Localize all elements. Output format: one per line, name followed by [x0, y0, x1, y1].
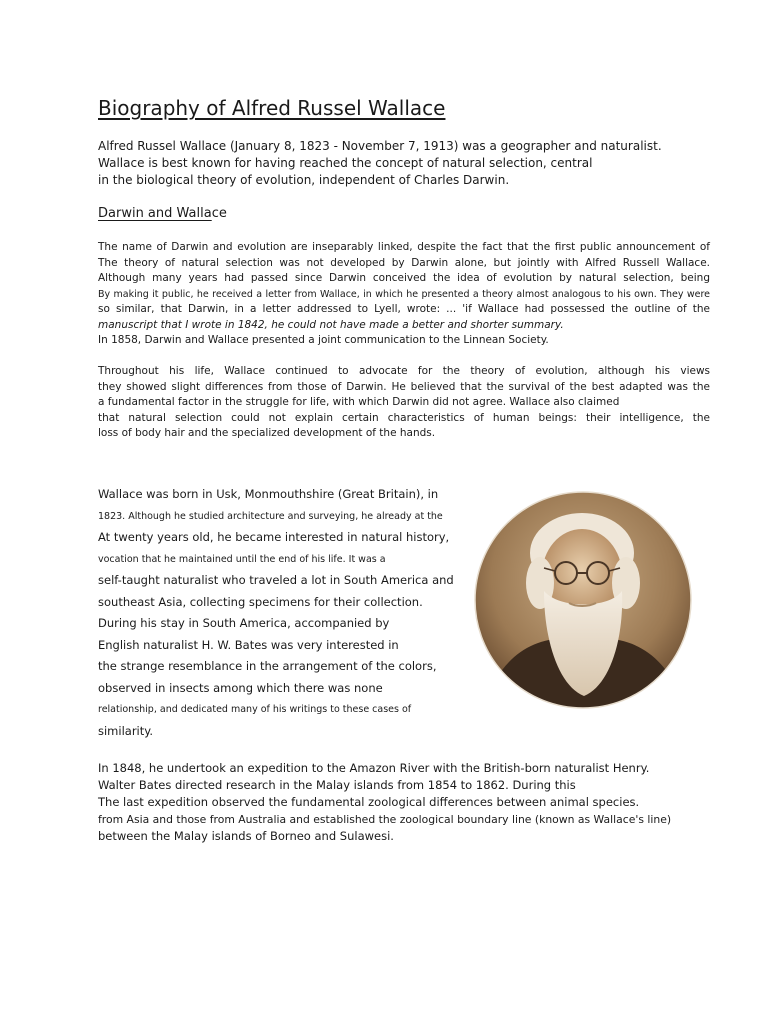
paragraph-line: southeast Asia, collecting specimens for their collection. [98, 594, 423, 609]
paragraph-line: so similar, that Darwin, in a letter addressed to Lyell, wrote: ... 'if Wallace had possessed the outline of the [98, 303, 710, 315]
expedition-paragraph [98, 760, 698, 845]
paragraph-line: The last expedition observed the fundamental zoological differences between animal species. [98, 795, 640, 809]
section-heading-underlined: Darwin and Walla [98, 206, 212, 221]
paragraph-line: similarity. [98, 723, 154, 738]
intro-paragraph [98, 138, 698, 189]
quote-line: manuscript that I wrote in 1842, he could not have made a better and shorter summary. [98, 318, 564, 331]
intro-line: Alfred Russel Wallace (January 8, 1823 - November 7, 1913) was a geographer and naturalist. [98, 139, 662, 153]
paragraph-line: Throughout his life, Wallace continued to advocate for the theory of evolution, although his views [98, 365, 710, 377]
intro-line: Wallace is best known for having reached the concept of natural selection, central [98, 156, 593, 170]
paragraph-line: At twenty years old, he became interested in natural history, [98, 530, 450, 544]
paragraph-line: Although many years had passed since Darwin conceived the idea of evolution by natural selection, being [98, 272, 710, 284]
paragraph-line: The theory of natural selection was not developed by Darwin alone, but jointly with Alfred Russell Wallace. [98, 256, 710, 269]
paragraph-line: from Asia and those from Australia and established the zoological boundary line (known as Wallace's line) [98, 813, 672, 826]
page-title: Biography of Alfred Russel Wallace [98, 96, 446, 120]
wallace-portrait-photo [474, 491, 692, 709]
paragraph-line: that natural selection could not explain certain characteristics of human beings: their intelligence, the [98, 411, 710, 424]
paragraph-line: self-taught naturalist who traveled a lot in South America and [98, 573, 454, 587]
paragraph-line: The name of Darwin and evolution are inseparably linked, despite the fact that the first public announcement of [98, 241, 710, 253]
paragraph-line: During his stay in South America, accompanied by [98, 616, 390, 630]
paragraph-line: a fundamental factor in the struggle for life, with which Darwin did not agree. Wallace also claimed [98, 396, 620, 408]
paragraph-line: the strange resemblance in the arrangement of the colors, [98, 659, 437, 673]
paragraph-line: By making it public, he received a letter from Wallace, in which he presented a theory almost analogous to his own. They were [98, 288, 710, 300]
paragraph-line: they showed slight differences from those of Darwin. He believed that the survival of the best adapted was the [98, 380, 710, 393]
paragraph-line: English naturalist H. W. Bates was very interested in [98, 637, 399, 652]
paragraph-line: vocation that he maintained until the end of his life. It was a [98, 553, 386, 565]
paragraph-line: relationship, and dedicated many of his writings to these cases of [98, 704, 412, 715]
birth-paragraph [98, 484, 468, 742]
paragraph-line: loss of body hair and the specialized development of the hands. [98, 427, 436, 439]
paragraph-line: between the Malay islands of Borneo and Sulawesi. [98, 829, 394, 843]
intro-line: in the biological theory of evolution, independent of Charles Darwin. [98, 173, 510, 187]
section-heading-darwin-and-wallace [98, 206, 227, 221]
darwin-paragraph [98, 240, 710, 349]
paragraph-line: Walter Bates directed research in the Malay islands from 1854 to 1862. During this [98, 778, 576, 792]
paragraph-line: observed in insects among which there was none [98, 680, 383, 695]
paragraph-line: In 1858, Darwin and Wallace presented a joint communication to the Linnean Society. [98, 334, 549, 346]
advocacy-paragraph [98, 364, 710, 442]
paragraph-line: In 1848, he undertook an expedition to the Amazon River with the British-born naturalist Henry. [98, 761, 650, 775]
paragraph-line: Wallace was born in Usk, Monmouthshire (Great Britain), in [98, 487, 439, 501]
section-heading-rest: ce [211, 206, 227, 221]
paragraph-line: 1823. Although he studied architecture and surveying, he already at the [98, 510, 443, 522]
